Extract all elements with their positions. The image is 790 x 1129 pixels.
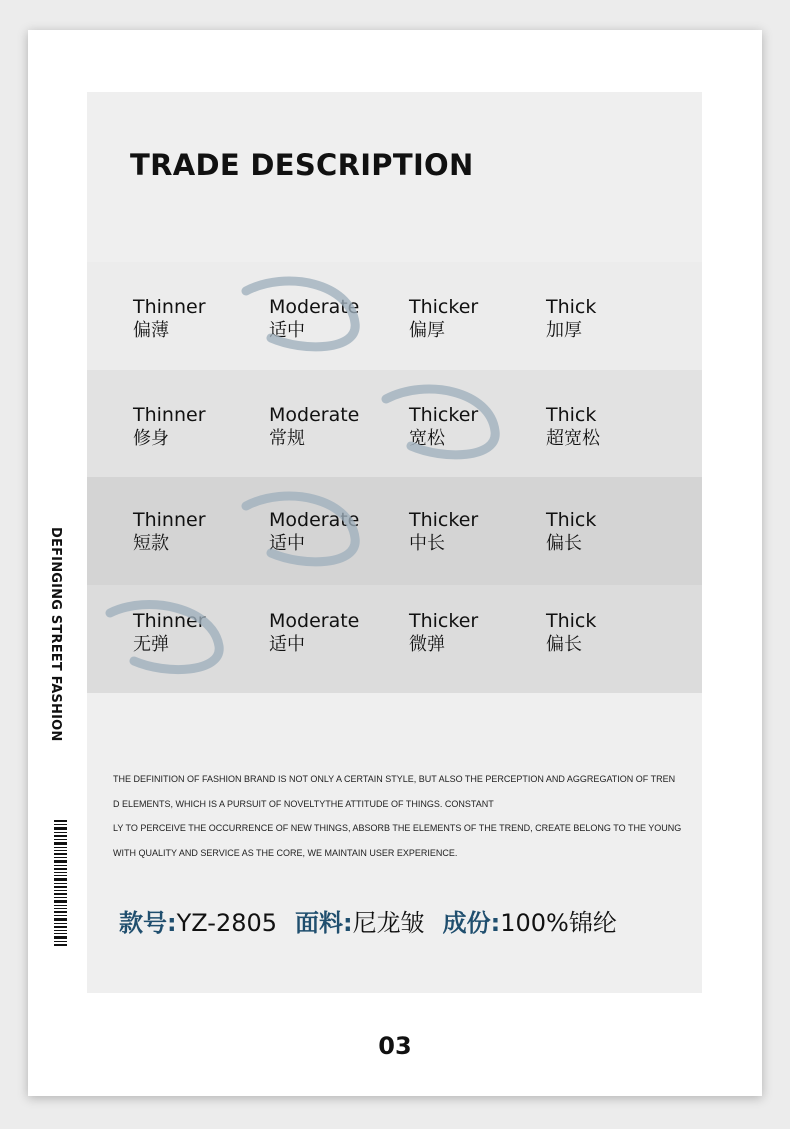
option-cell [409,609,478,657]
option-zh-label: 宽松 [409,428,445,449]
description-line: D ELEMENTS, WHICH IS A PURSUIT OF NOVELTYTHE ATTITUDE OF THINGS. CONSTANT [113,798,494,809]
option-en-label: Thinner [133,610,206,632]
option-zh-label: 偏长 [546,533,582,554]
option-cell [269,508,359,556]
composition-value: 100%锦纶 [500,909,617,937]
option-en-label: Thicker [409,296,479,318]
option-zh-label: 短款 [133,533,169,554]
option-zh-label: 适中 [269,320,305,341]
option-en-label: Thick [546,509,597,531]
option-en-label: Moderate [269,296,360,318]
description-line: THE DEFINITION OF FASHION BRAND IS NOT ONLY A CERTAIN STYLE, BUT ALSO THE PERCEPTION AND AGGREGATION OF TREN [113,774,676,784]
page-number: 03 [378,1032,412,1060]
option-zh-label: 偏厚 [409,320,445,341]
option-en-label: Thinner [133,296,206,318]
option-en-label: Thicker [409,509,479,531]
product-specs [119,903,617,938]
option-cell [269,295,359,343]
option-zh-label: 偏长 [546,634,582,655]
option-cell [133,403,206,451]
option-zh-label: 偏薄 [133,320,169,341]
option-en-label: Thick [546,404,597,426]
option-cell [546,609,596,657]
side-slogan: DEFINGING STREET FASHION [48,527,63,742]
option-zh-label: 适中 [269,634,305,655]
option-cell [409,403,478,451]
option-zh-label: 加厚 [546,320,582,341]
option-en-label: Thinner [133,404,206,426]
option-en-label: Thick [546,296,597,318]
option-zh-label: 超宽松 [546,428,600,449]
option-en-label: Thick [546,610,597,632]
composition-label: 成份: [442,909,501,937]
model-value: YZ-2805 [176,909,278,937]
option-cell [133,295,206,343]
fabric-value: 尼龙皱 [352,909,425,937]
option-cell [409,508,478,556]
description-line: LY TO PERCEIVE THE OCCURRENCE OF NEW THINGS, ABSORB THE ELEMENTS OF THE TREND, CREATE BELONG TO THE YOUNG [113,823,682,833]
brand-description [113,767,682,865]
attribute-row-4 [87,585,702,693]
option-cell [546,295,596,343]
option-zh-label: 常规 [269,428,305,449]
attribute-row-3 [87,477,702,585]
option-zh-label: 无弹 [133,634,169,655]
option-cell [269,403,359,451]
option-cell [546,403,600,451]
attribute-row-2 [87,370,702,478]
option-en-label: Moderate [269,610,360,632]
option-zh-label: 适中 [269,533,305,554]
option-cell [409,295,478,343]
barcode-icon [54,820,67,948]
option-zh-label: 修身 [133,428,169,449]
option-cell [269,609,359,657]
option-en-label: Thinner [133,509,206,531]
option-en-label: Moderate [269,404,360,426]
description-line: WITH QUALITY AND SERVICE AS THE CORE, WE MAINTAIN USER EXPERIENCE. [113,847,458,858]
option-en-label: Moderate [269,509,360,531]
option-cell [133,609,206,657]
attribute-row-1 [87,262,702,370]
option-zh-label: 中长 [409,533,445,554]
option-cell [546,508,596,556]
option-zh-label: 微弹 [409,634,445,655]
fabric-label: 面料: [295,909,353,937]
option-cell [133,508,206,556]
option-en-label: Thicker [409,610,479,632]
page-title: TRADE DESCRIPTION [130,148,474,182]
option-en-label: Thicker [409,404,479,426]
model-label: 款号: [119,909,177,937]
